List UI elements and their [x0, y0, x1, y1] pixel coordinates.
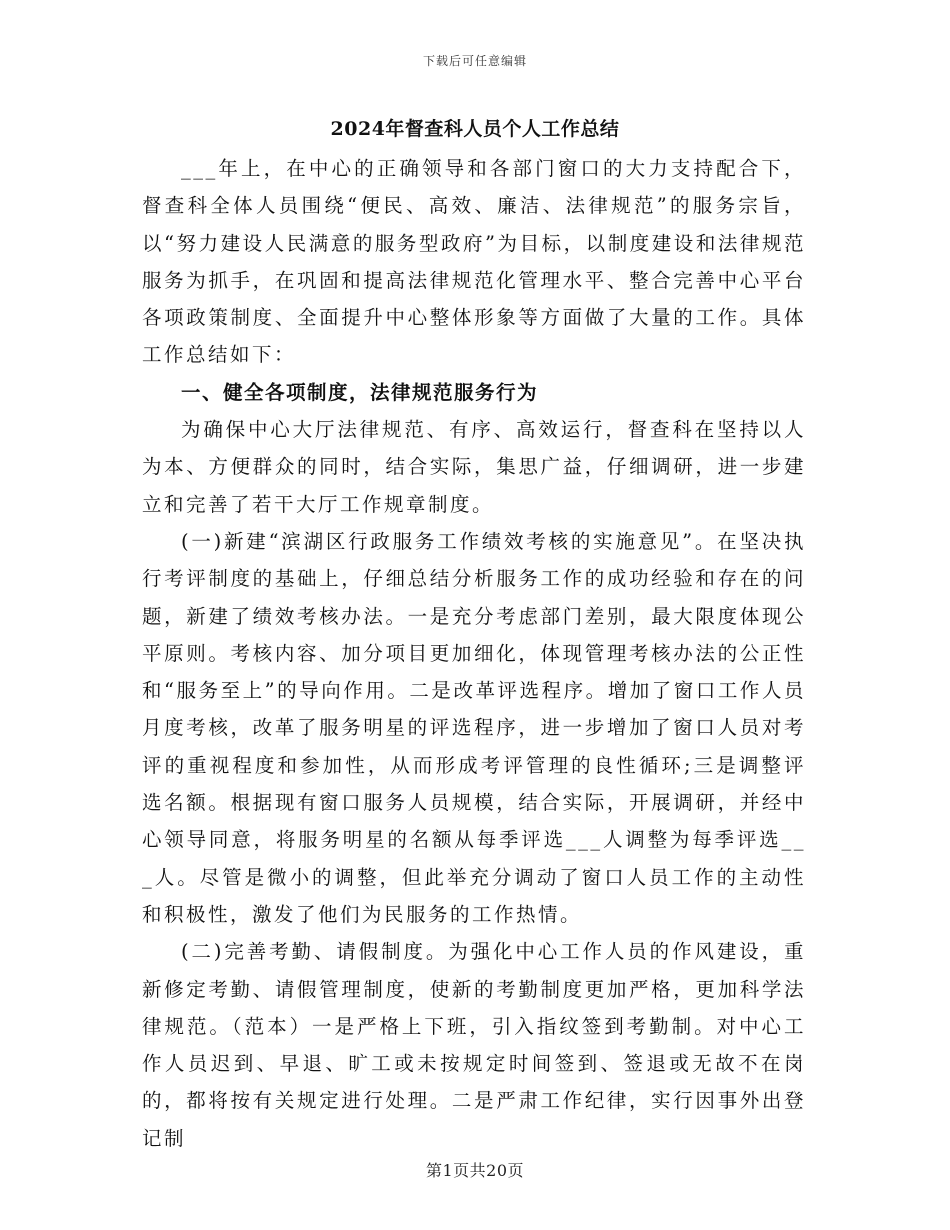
- item-2-paragraph: (二)完善考勤、请假制度。为强化中心工作人员的作风建设，重新修定考勤、请假管理制度，使新的考勤制度更加严格，更加科学法律规范。（范本）一是严格上下班，引入指纹签到考勤制。对中心工作人员迟到、早退、旷工或未按规定时间签到、签退或无故不在岗的，都将按有关规定进行处理。二是严肃工作纪律，实行因事外出登记制: [142, 940, 806, 1150]
- header-note: 下载后可任意编辑: [422, 54, 527, 68]
- intro-paragraph: ___年上，在中心的正确领导和各部门窗口的大力支持配合下，督查科全体人员围绕“便民、高效、廉洁、法律规范”的服务宗旨，以“努力建设人民满意的服务型政府”为目标，以制度建设和法律规范服务为抓手，在巩固和提高法律规范化管理水平、整合完善中心平台各项政策制度、全面提升中心整体形象等方面做了大量的工作。具体工作总结如下：: [142, 157, 806, 367]
- document-body: [142, 150, 806, 1157]
- page-number: 第1页共20页: [425, 1161, 525, 1180]
- section-1-heading: 一、健全各项制度，法律规范服务行为: [181, 380, 539, 404]
- item-1-paragraph: (一)新建“滨湖区行政服务工作绩效考核的实施意见”。在坚决执行考评制度的基础上，仔细总结分析服务工作的成功经验和存在的问题，新建了绩效考核办法。一是充分考虑部门差别，最大限度体现公平原则。考核内容、加分项目更加细化，体现管理考核办法的公正性和“服务至上”的导向作用。二是改革评选程序。增加了窗口工作人员月度考核，改革了服务明星的评选程序，进一步增加了窗口人员对考评的重视程度和参加性，从而形成考评管理的良性循环;三是调整评选名额。根据现有窗口服务人员规模，结合实际，开展调研，并经中心领导同意，将服务明星的名额从每季评选___人调整为每季评选___人。尽管是微小的调整，但此举充分调动了窗口人员工作的主动性和积极性，激发了他们为民服务的工作热情。: [142, 529, 806, 926]
- section-1-paragraph: 为确保中心大厅法律规范、有序、高效运行，督查科在坚持以人为本、方便群众的同时，结合实际，集思广益，仔细调研，进一步建立和完善了若干大厅工作规章制度。: [142, 418, 806, 516]
- document-title: 2024年督查科人员个人工作总结: [330, 118, 620, 140]
